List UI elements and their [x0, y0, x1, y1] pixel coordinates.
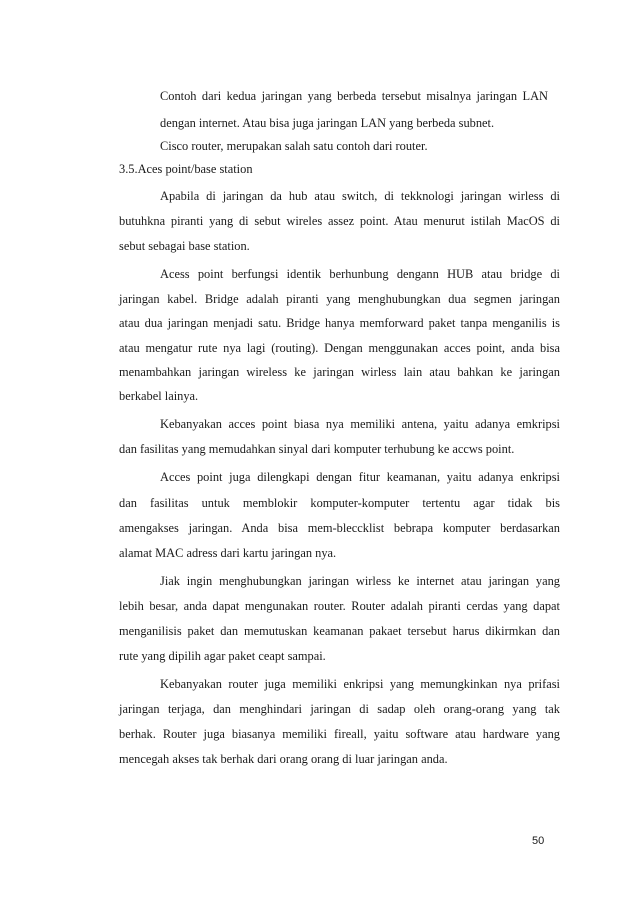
- intro-line-2: dengan internet. Atau bisa juga jaringan LAN yang berbeda subnet.: [160, 116, 495, 130]
- intro-line-1: Contoh dari kedua jaringan yang berbeda tersebut misalnya jaringan LAN: [160, 89, 548, 103]
- paragraph-2-line-4: atau mengatur rute nya lagi (routing). Dengan menggunakan acces point, anda bisa: [119, 341, 560, 355]
- paragraph-1-line-2: butuhkna piranti yang di sebut wireles assez point. Atau menurut istilah MacOS di: [119, 214, 560, 228]
- paragraph-4-line-2: dan fasilitas untuk memblokir komputer-komputer tertentu agar tidak bis: [119, 496, 560, 510]
- paragraph-3-line-2: dan fasilitas yang memudahkan sinyal dari komputer terhubung ke accws point.: [119, 442, 515, 456]
- paragraph-4-line-1: Acces point juga dilengkapi dengan fitur keamanan, yaitu adanya enkripsi: [160, 470, 560, 484]
- paragraph-2-line-5: menambahkan jaringan wireless ke jaringan wirless lain atau bahkan ke jaringan: [119, 365, 560, 379]
- paragraph-5-line-2: lebih besar, anda dapat mengunakan router. Router adalah piranti cerdas yang dapat: [119, 599, 560, 613]
- paragraph-3-line-1: Kebanyakan acces point biasa nya memiliki antena, yaitu adanya emkripsi: [160, 417, 560, 431]
- paragraph-6-line-2: jaringan terjaga, dan menghindari jaringan di sadap oleh orang-orang yang tak: [119, 702, 560, 716]
- intro-line-3: Cisco router, merupakan salah satu contoh dari router.: [160, 139, 428, 153]
- paragraph-2-line-2: jaringan kabel. Bridge adalah piranti yang menghubungkan dua segmen jaringan: [119, 292, 560, 306]
- paragraph-4-line-3: amengakses jaringan. Anda bisa mem-bleccklist bebrapa komputer berdasarkan: [119, 521, 560, 535]
- page-number: 50: [532, 835, 545, 847]
- paragraph-2-line-1: Acess point berfungsi identik berhunbung dengann HUB atau bridge di: [160, 267, 560, 281]
- paragraph-1-line-1: Apabila di jaringan da hub atau switch, di tekknologi jaringan wirless di: [160, 189, 560, 203]
- paragraph-5-line-1: Jiak ingin menghubungkan jaringan wirless ke internet atau jaringan yang: [160, 574, 560, 588]
- paragraph-2-line-6: berkabel lainya.: [119, 389, 199, 403]
- paragraph-2-line-3: atau dua jaringan menjadi satu. Bridge hanya memforward paket tanpa menganilis is: [119, 316, 560, 330]
- paragraph-6-line-4: mencegah akses tak berhak dari orang orang di luar jaringan anda.: [119, 752, 448, 766]
- paragraph-4-line-4: alamat MAC adress dari kartu jaringan nya.: [119, 546, 337, 560]
- paragraph-6-line-3: berhak. Router juga biasanya memiliki fireall, yaitu software atau hardware yang: [119, 727, 560, 741]
- paragraph-5-line-4: rute yang dipilih agar paket ceapt sampai.: [119, 649, 326, 663]
- paragraph-5-line-3: menganilisis paket dan memutuskan keamanan pakaet tersebut harus dikirmkan dan: [119, 624, 560, 638]
- paragraph-6-line-1: Kebanyakan router juga memiliki enkripsi yang memungkinkan nya prifasi: [160, 677, 560, 691]
- paragraph-1-line-3: sebut sebagai base station.: [119, 239, 250, 253]
- section-heading: 3.5.Aces point/base station: [119, 162, 253, 176]
